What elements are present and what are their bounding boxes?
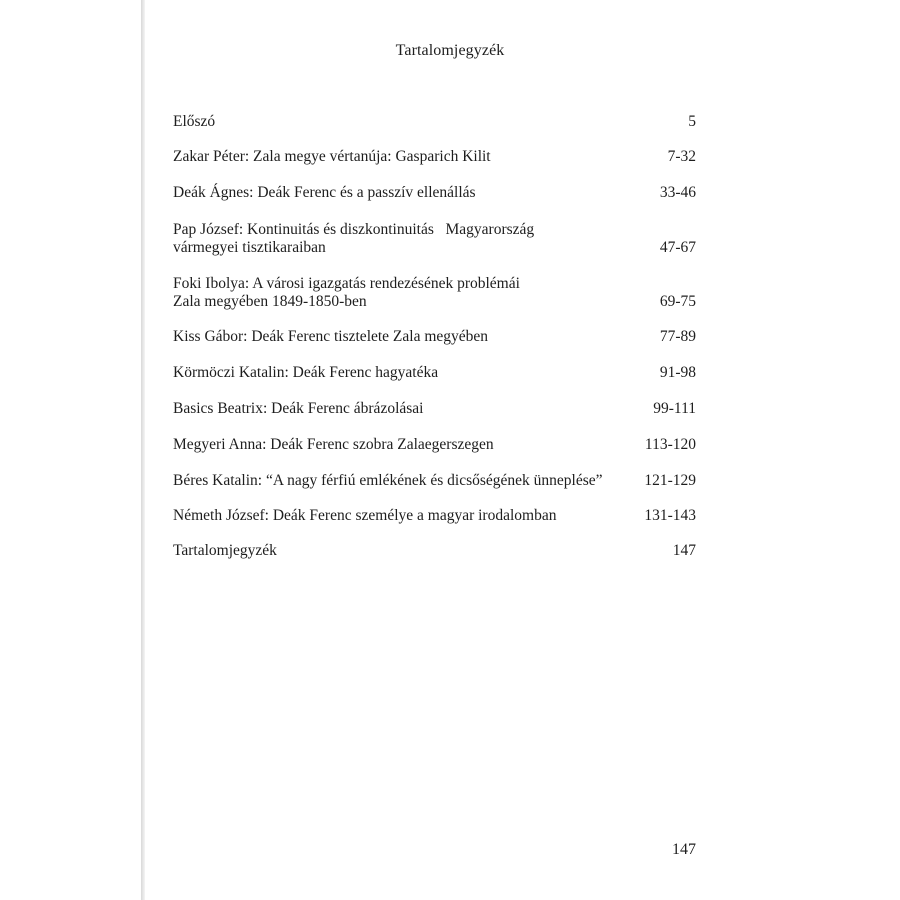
toc-entry <box>173 221 696 257</box>
toc-entry-title-line: Megyeri Anna: Deák Ferenc szobra Zalaegerszegen <box>173 436 494 453</box>
toc-entry-title-line: Tartalomjegyzék <box>173 542 277 559</box>
toc-entry <box>173 542 696 560</box>
toc-entry <box>173 113 696 131</box>
page-binding-edge <box>141 0 145 900</box>
toc-entry <box>173 436 696 454</box>
toc-entry-title <box>173 400 653 418</box>
toc-entry-pages: 5 <box>688 113 696 130</box>
toc-entry-title-line: Basics Beatrix: Deák Ferenc ábrázolásai <box>173 400 424 417</box>
toc-entry <box>173 275 696 311</box>
toc-entry-pages: 33-46 <box>659 184 696 201</box>
toc-entry <box>173 148 696 166</box>
toc-entry-title <box>173 472 644 490</box>
toc-entry <box>173 472 696 490</box>
toc-entry <box>173 400 696 418</box>
toc-entry-title-line: Zala megyében 1849-1850-ben <box>173 293 367 310</box>
toc-entry-pages: 47-67 <box>659 239 696 256</box>
page-title: Tartalomjegyzék <box>395 42 505 59</box>
toc-entry-pages: 91-98 <box>659 364 696 381</box>
toc-entry-title-line: Zakar Péter: Zala megye vértanúja: Gasparich Kilit <box>173 148 491 165</box>
toc-entry <box>173 328 696 346</box>
toc-entry-title <box>173 113 688 131</box>
toc-entry <box>173 507 696 525</box>
toc-entry-title-line: vármegyei tisztikaraiban <box>173 239 326 256</box>
toc-entry-title <box>173 364 660 382</box>
toc-entry-title <box>173 507 644 525</box>
toc-entry-title-line: Kiss Gábor: Deák Ferenc tisztelete Zala megyében <box>173 328 489 345</box>
toc-entry-pages: 77-89 <box>659 328 696 345</box>
toc-entry-title <box>173 542 673 560</box>
toc-entry-title <box>173 328 660 346</box>
toc-entry-title <box>173 148 668 166</box>
toc-entry-pages: 113-120 <box>644 436 696 453</box>
toc-entry-title-line: Deák Ágnes: Deák Ferenc és a passzív ellenállás <box>173 184 476 201</box>
toc-entry-title-line: Pap József: Kontinuitás és diszkontinuitás Magyarország <box>173 221 535 238</box>
toc-entry-title <box>173 184 660 202</box>
toc-entry-title <box>173 221 660 257</box>
toc-entry-pages: 147 <box>672 542 696 559</box>
toc-entry-pages: 7-32 <box>667 148 696 165</box>
toc-entry-title <box>173 436 645 454</box>
toc-entry-title-line: Előszó <box>173 113 216 130</box>
toc-entry <box>173 184 696 202</box>
toc-entry-pages: 69-75 <box>659 293 696 310</box>
toc-entry-title-line: Foki Ibolya: A városi igazgatás rendezésének problémái <box>173 275 520 292</box>
toc-entry-title-line: Németh József: Deák Ferenc személye a magyar irodalomban <box>173 507 557 524</box>
toc-entry <box>173 364 696 382</box>
toc-entry-pages: 99-111 <box>653 400 696 417</box>
toc-entry-pages: 121-129 <box>644 472 696 489</box>
toc-entry-title <box>173 275 660 311</box>
table-of-contents <box>173 113 696 560</box>
page-number: 147 <box>672 841 696 858</box>
toc-entry-title-line: Körmöczi Katalin: Deák Ferenc hagyatéka <box>173 364 439 381</box>
toc-entry-pages: 131-143 <box>644 507 696 524</box>
toc-entry-title-line: Béres Katalin: “A nagy férfiú emlékének és dicsőségének ünneplése” <box>173 472 603 489</box>
